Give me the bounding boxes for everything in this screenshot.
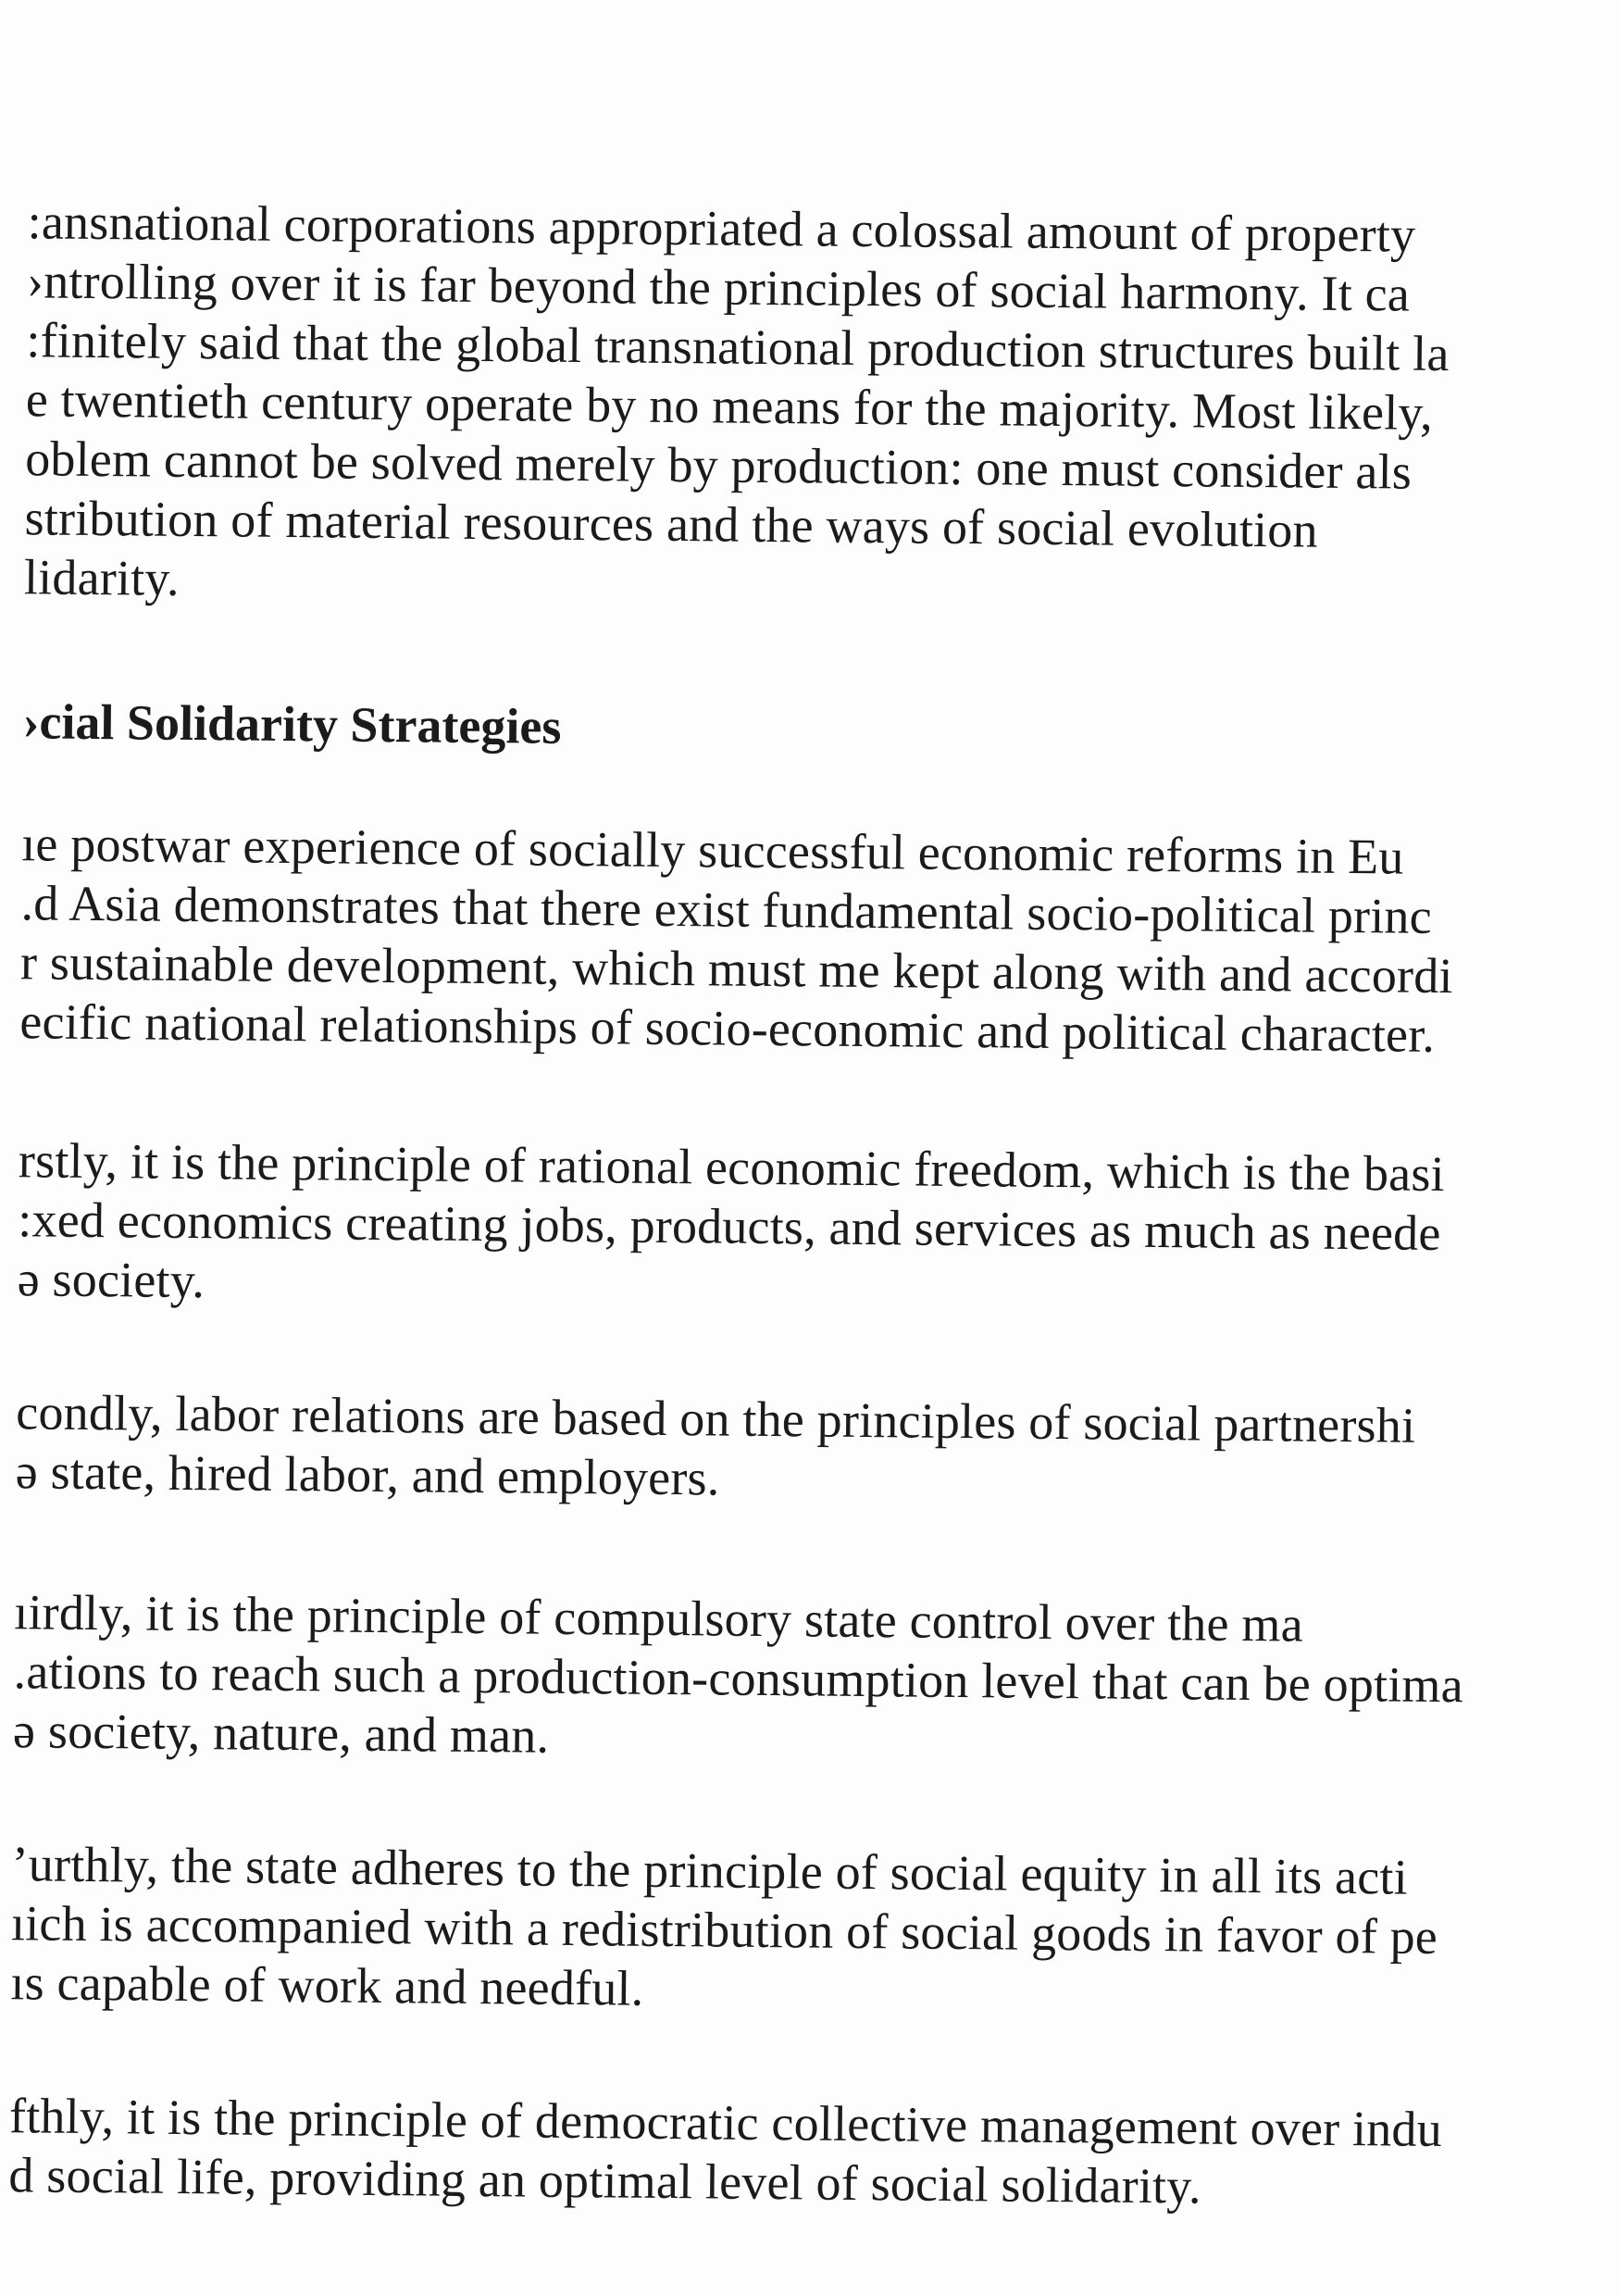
section-heading: ›cial Solidarity Strategies <box>22 693 562 755</box>
paragraph-line: ʼurthly, the state adheres to the principle of social equity in all its acti <box>11 1836 1409 1905</box>
paragraph-line: d social life, providing an optimal level of social solidarity. <box>8 2147 1201 2215</box>
paragraph-line: fthly, it is the principle of democratic collective management over indu <box>8 2088 1443 2158</box>
paragraph-line: r sustainable development, which must me kept along with and accordi <box>19 934 1453 1004</box>
paragraph-line: ıe postwar experience of socially successful economic reforms in Eu <box>20 816 1404 885</box>
paragraph-line: ǝ state, hired labor, and employers. <box>15 1443 720 1506</box>
paragraph-line: rstly, it is the principle of rational economic freedom, which is the basi <box>18 1132 1446 1203</box>
paragraph-line: condly, labor relations are based on the principles of social partnershi <box>16 1384 1416 1454</box>
paragraph-line: stribution of material resources and the ways of social evolution <box>24 490 1318 558</box>
paragraph-line: ǝ society. <box>17 1251 205 1309</box>
paragraph-line: ǝ society, nature, and man. <box>12 1703 550 1764</box>
paragraph-line: oblem cannot be solved merely by production: one must consider als <box>24 430 1413 500</box>
paragraph-line: ıs capable of work and needful. <box>10 1954 644 2016</box>
paragraph-line: ›ntrolling over it is far beyond the principles of social harmony. It ca <box>26 253 1411 322</box>
paragraph-line: ecific national relationships of socio-economic and political character. <box>19 993 1436 1063</box>
paragraph-line: :ansnational corporations appropriated a colossal amount of property <box>27 193 1416 263</box>
paragraph-line: .d Asia demonstrates that there exist fundamental socio-political princ <box>20 875 1433 944</box>
paragraph-line: :finitely said that the global transnational production structures built la <box>26 312 1450 382</box>
paragraph-line: ıirdly, it is the principle of compulsory state control over the ma <box>13 1584 1304 1653</box>
paragraph-line: .ations to reach such a production-consumption level that can be optima <box>13 1643 1464 1714</box>
paragraph-line: e twentieth century operate by no means for the majority. Most likely, <box>25 371 1434 441</box>
paragraph-line: :xed economics creating jobs, products, and services as much as neede <box>18 1192 1441 1262</box>
paragraph-line: ıich is accompanied with a redistribution of social goods in favor of pe <box>10 1895 1438 1965</box>
paragraph-line: lidarity. <box>23 549 180 606</box>
